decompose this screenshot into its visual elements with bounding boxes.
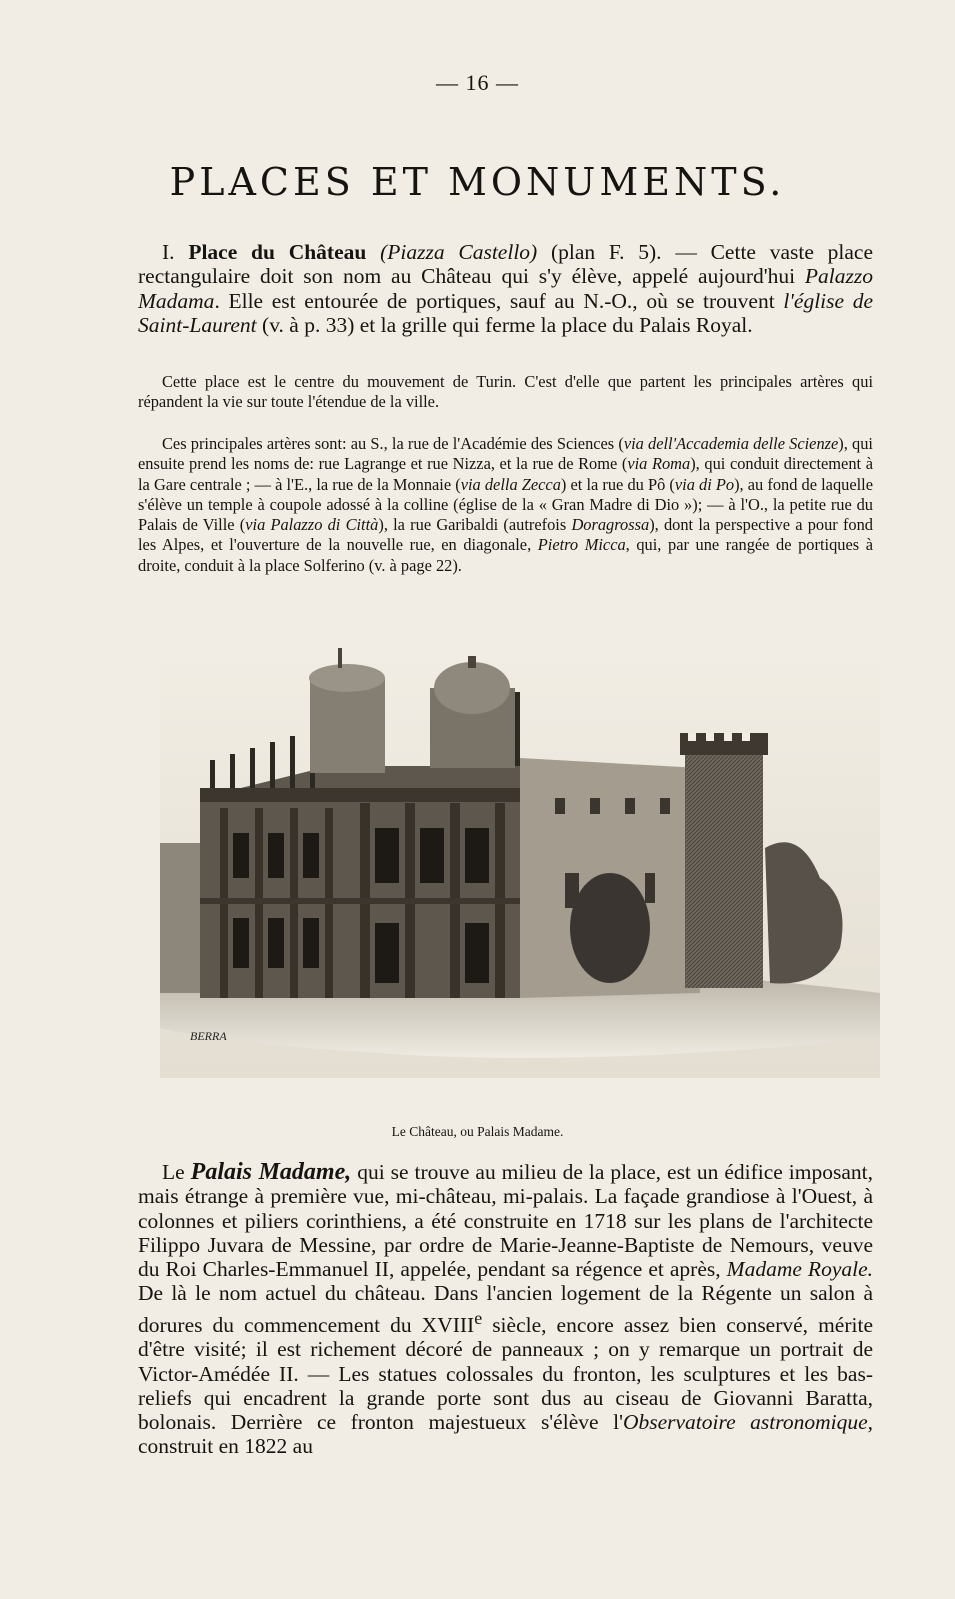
observatoire-term: Observatoire astronomique, bbox=[622, 1410, 873, 1435]
entry-text: . Elle est entourée de portiques, sauf au N.-O., où se trouvent bbox=[214, 288, 784, 313]
text-run: siècle, encore assez bien conservé, mérite d'être visité; il est richement décoré de panneaux ; on y remarque un portrait de Victor-Amédée II. — Les statues colossales du fronton, les sculptures et les bas-reliefs qui encadrent la grande porte sont dus au ciseau de Giovanni Baratta, bolonais. Derrière ce fronton majestueux s'élève l' bbox=[138, 1312, 873, 1435]
text-run: qui se trouve au milieu de la place, est un édifice imposant, mais étrange à première vue, mi-château, mi-palais. La façade grandiose à l'Ouest, à colonnes et piliers corinthiens, a été construite en 1718 sur les plans de l'architecte Filippo Juvara de Messine, par ordre de Marie-Jeanne-Baptiste de Nemours, veuve du Roi Charles-Emmanuel II, appelée, pendant sa régence et après, bbox=[138, 1160, 873, 1282]
figure-caption: Le Château, ou Palais Madame. bbox=[391, 1124, 564, 1139]
text-run: ), qui ensuite prend les noms de: rue Lagrange et rue Nizza, et la rue de Rome ( bbox=[138, 434, 873, 474]
round-tower bbox=[680, 733, 768, 988]
small-paragraph-center: Cette place est le centre du mouvement de Turin. C'est d'elle que partent les principales artères qui répandent la vie sur toute l'étendue de la ville. bbox=[138, 372, 873, 412]
text-run: De là le nom actuel du château. Dans l'ancien logement de la Régente un salon à dorures du commencement du XVIII bbox=[138, 1281, 873, 1337]
entry-text: — Cette vaste place rectangulaire doit son nom au Château qui s'y élève, appelé aujourd'hui bbox=[138, 240, 874, 289]
palais-madame-paragraph bbox=[138, 1160, 873, 1459]
palazzo-madama-term: Palazzo Madama bbox=[138, 264, 873, 313]
text-run: construit en 1822 au bbox=[138, 1434, 313, 1459]
street-name: via dell'Accademia delle Scienze bbox=[623, 434, 839, 453]
text-run: Le bbox=[162, 1160, 191, 1184]
street-name: via Roma bbox=[627, 454, 691, 474]
street-name: Doragrossa bbox=[571, 515, 650, 535]
street-name: via della Zecca bbox=[460, 474, 561, 494]
entry-name: Place du Château bbox=[188, 240, 367, 264]
superscript: e bbox=[474, 1307, 483, 1328]
page-number: — 16 — bbox=[436, 70, 519, 95]
entry-plan-ref: (plan F. 5). bbox=[550, 240, 662, 264]
dome bbox=[430, 656, 515, 768]
small-paragraph-arteries bbox=[138, 434, 873, 576]
engraving-svg bbox=[160, 648, 880, 1078]
section-title: PLACES ET MONUMENTS. bbox=[169, 160, 786, 204]
engraver-signature: BERRA bbox=[190, 1029, 227, 1043]
text-run: ) et la rue du Pô ( bbox=[560, 474, 675, 494]
entry-paragraph bbox=[138, 240, 873, 337]
street-name: Pietro Micca bbox=[537, 535, 626, 555]
entry-italian-name: (Piazza Castello) bbox=[380, 240, 538, 264]
street-name: via Palazzo di Città bbox=[245, 515, 379, 535]
text-run: ), qui conduit directement à la Gare centrale ; — à l'E., la rue de la Monnaie ( bbox=[138, 454, 873, 494]
entry-text: (v. à p. 33) et la grille qui ferme la place du Palais Royal. bbox=[256, 312, 753, 337]
palazzo-madama-illustration bbox=[160, 648, 880, 1078]
text-run: , qui, par une rangée de portiques à droite, conduit à la place Solferino (v. à page 22). bbox=[138, 535, 873, 575]
text-run: Ces principales artères sont: au S., la rue de l'Académie des Sciences ( bbox=[162, 434, 624, 453]
text-run: ), au fond de laquelle s'élève un temple à coupole adossé à la colline (église de la « Gran Madre di Dio »); — à l'O., la petite rue du Palais de Ville ( bbox=[138, 474, 874, 535]
palais-madame-term: Palais Madame, bbox=[190, 1159, 352, 1185]
madame-royale-term: Madame Royale. bbox=[726, 1257, 874, 1282]
tree bbox=[570, 873, 650, 983]
entry-number: I. bbox=[162, 240, 175, 264]
text-run: ), dont la perspective a pour fond les Alpes, et l'ouverture de la nouvelle rue, en diagonale, bbox=[138, 515, 874, 555]
text-run: ), la rue Garibaldi (autrefois bbox=[378, 515, 572, 535]
street-name: via di Po bbox=[674, 474, 735, 494]
eglise-term: l'église de Saint-Laurent bbox=[138, 288, 873, 337]
